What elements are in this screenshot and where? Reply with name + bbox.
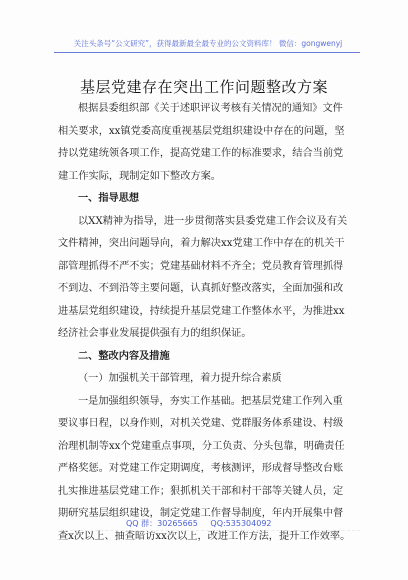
- section-heading-content-measures: 二、整改内容及措施: [78, 350, 170, 362]
- subsection1-line-1: 一是加强组织领导，夯实工作基础。把基层党建工作列入重: [78, 395, 343, 407]
- document-body: [58, 98, 364, 548]
- intro-line-4: 建工作实际，现制定如下整改方案。: [58, 170, 221, 182]
- subsection1-line-2: 要议事日程，以身作则，对机关党建、党群服务体系建设、村级: [58, 418, 344, 429]
- header-divider: [54, 52, 360, 53]
- section1-line-4: 不到边、不到沿等主要问题，认真抓好整改落实，全面加强和改: [58, 283, 344, 294]
- footer-contact: [126, 518, 286, 529]
- section1-line-3: 部管理抓得不严不实；党建基础材料不齐全；党员教育管理抓得: [58, 260, 344, 272]
- footer-qq: QQ:535304092: [210, 519, 272, 528]
- footer-divider: [60, 530, 360, 531]
- intro-line-3: 持以党建统领各项工作，提高党建工作的标准要求，结合当前党: [58, 148, 344, 159]
- subsection-heading-cadre-management: （一）加强机关干部管理，着力提升综合素质: [78, 373, 282, 384]
- subsection1-line-3: 治理机制等xx个党建重点事项，分工负责、分头包靠，明确责任: [58, 440, 345, 452]
- section-heading-guiding-thought: 一、指导思想: [78, 193, 140, 204]
- intro-line-2: 相关要求，xx镇党委高度重视基层党组织建设中存在的问题，坚: [58, 125, 345, 137]
- document-title: 基层党建存在突出工作问题整改方案: [79, 78, 328, 96]
- header-note: 关注头条号“公文研究”，获得最新最全最专业的公文资料库！ 微信：gongwenyj: [73, 39, 343, 48]
- section1-line-2: 文件精神，突出问题导向，着力解决xx党建工作中存在的机关干: [58, 238, 345, 249]
- subsection1-line-6: 期研究基层组织建设，制定党建工作督导制度，年内开展集中督: [58, 508, 344, 519]
- intro-line-1: 根据县委组织部《关于述职评议考核有关情况的通知》文件: [78, 103, 343, 114]
- footer-qq-group: QQ 群：30265665: [126, 519, 198, 528]
- section1-line-5: 进基层党组织建设，持续提升基层党建工作整体水平，为推进xx: [58, 305, 345, 317]
- subsection1-line-7: 查x次以上、抽查暗访xx次以上，改进工作方法，提升工作效率。: [58, 530, 351, 542]
- subsection1-line-5: 扎实推进基层党建工作；狠抓机关干部和村干部等关键人员，定: [58, 485, 344, 497]
- section1-line-1: 以XX精神为指导，进一步贯彻落实县委党建工作会议及有关: [78, 215, 348, 227]
- subsection1-line-4: 严格奖惩。对党建工作定期调度，考核测评，形成督导整改台账: [58, 463, 344, 474]
- section1-line-6: 经济社会事业发展提供强有力的组织保证。: [58, 328, 252, 339]
